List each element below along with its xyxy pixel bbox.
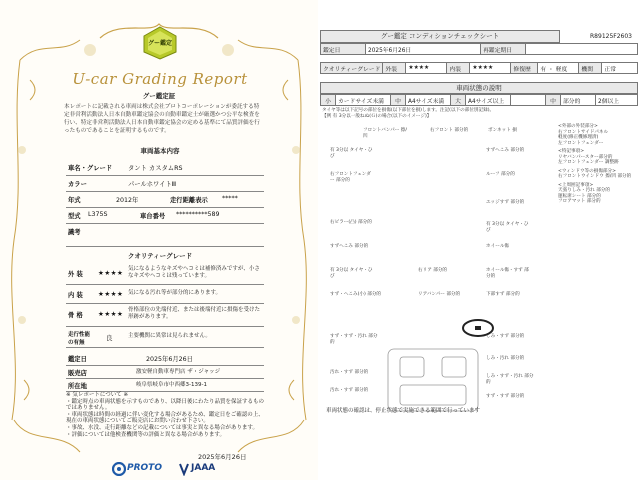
quality-text: 主要機関に異常は見られません。 [128, 333, 211, 339]
date-table [320, 43, 638, 55]
damage-note: すずへこみ 部分的 [486, 148, 525, 153]
dealer-label: 販売店 [68, 370, 87, 377]
grade-engine-label: 機関 [579, 63, 602, 74]
row-value: 2012年 [116, 197, 139, 204]
row-color [66, 176, 264, 192]
section-vehicle: 車両基本内容 [140, 147, 180, 155]
grade-label: クオリティーグレード [321, 63, 383, 74]
damage-note: 右フロントフェンダー 部分的 [330, 172, 371, 183]
summary-item: リヤバンパースター部分的 [558, 154, 613, 160]
date-label: 鑑定日 [321, 44, 366, 55]
summary-item: 右フロントサイドパネル [558, 129, 609, 135]
jaaa-logo-text: JAAA [191, 463, 216, 473]
summary-title: <外部の外装部分> [558, 124, 598, 129]
summary-item: 右フロントウインドウ 擦/凹 部分的 [558, 174, 632, 179]
period-value [526, 44, 638, 55]
vehicle-table [66, 160, 264, 247]
quality-row-engine [66, 327, 264, 348]
remarks-block [66, 392, 266, 438]
grade-engine-value: 正常 [602, 63, 638, 74]
row-year [66, 192, 264, 208]
damage-note: フロントバンパー 擦/凹 [363, 128, 407, 139]
chassis-label: 車台番号 [140, 213, 166, 220]
report-id: R89125F2603 [590, 33, 632, 40]
size-partial-value: 部分的 [561, 95, 596, 106]
remark-item: ・車両状態は時間の経過に伴い変化する場合があるため、鑑定日をご確認の上、現在の車両状態についてご販売店にお問い合わせ下さい。 [66, 411, 264, 425]
dealer-name: 激安軽自動車専門店 ザ・ジャッジ [136, 369, 221, 375]
size-large-label: 大 [451, 95, 466, 106]
remark-item: ・鑑定時点の車両状態を示すものであり、以降日後にわたり品質を保証するものではありません。 [66, 398, 265, 412]
quality-text: 気になるようなキズやヘコミは補修済みですが、小さなキズやヘコミは残っています。 [128, 266, 260, 279]
remarks-title: ※ 気レポートについて ※ [66, 392, 129, 398]
quality-row-frame [66, 304, 264, 327]
grade-table [320, 62, 638, 74]
grade-ext-value: ★★★★ [406, 63, 447, 74]
proto-logo-text: PROTO [127, 463, 162, 473]
size-small-value: カードサイズ未満 [336, 95, 391, 106]
damage-note: 下部すず 部分的 [486, 292, 520, 297]
quality-row-interior [66, 285, 264, 304]
date-value: 2025年6月26日 [366, 44, 481, 55]
damage-note: すずへこみ 部分的 [330, 244, 369, 249]
state-header: 車両状態の説明 [320, 82, 638, 94]
interior-note: しみ・汚れ 部分的 [486, 356, 525, 361]
goo-badge [143, 26, 177, 60]
row-label: 車名・グレード [68, 165, 113, 172]
interior-note: 汚れ・すず 部分的 [330, 370, 369, 375]
size-note: タイヤ等は以下記号の部位を損傷(以下部位を損)します。注記(以下の部位別記録)。 [322, 108, 495, 113]
summary-item: 左フロントフェンダー [558, 140, 604, 146]
interior-note: 汚れ・すず 部分的 [330, 388, 369, 393]
interior-note: しみ・すず 部分的 [486, 334, 525, 339]
grade-repair-value: 有 ・ 軽度 [538, 63, 579, 74]
chassis-value: **********589 [176, 211, 220, 218]
quality-stars: ★★★★ [98, 269, 124, 277]
size-mid-value: A4サイズ未満 [406, 95, 451, 106]
quality-label: 走行性能の有無 [68, 332, 91, 346]
proto-logo [112, 462, 172, 476]
row-model [66, 160, 264, 176]
sheet-title: グー鑑定 コンディションチェックシート [320, 30, 560, 43]
size-blank [511, 95, 546, 106]
summary-item: 天張りしみ・汚れ 部分的 [558, 188, 610, 193]
grade-int-value: ★★★★ [470, 63, 511, 74]
script-title: U-car Grading Report [72, 70, 248, 88]
grade-int-label: 内装 [447, 63, 470, 74]
summary-item: 運転席シート 部分的 [558, 193, 601, 199]
quality-label: 外 装 [68, 271, 83, 278]
row-label: 年式 [68, 197, 81, 204]
summary-item: <上周囲記事項> [558, 182, 594, 188]
grade-repair-label: 修復歴 [511, 63, 538, 74]
damage-note: 有 3分以 タイヤ・ひび [486, 222, 529, 233]
damage-note: エッジすず 部分的 [486, 200, 525, 205]
certificate-label: グー鑑定証 [142, 92, 176, 100]
row-label: 型式 [68, 213, 81, 220]
badge-text: グー鑑定 [147, 40, 172, 47]
appraisal-date-label: 鑑定日 [68, 356, 87, 363]
quality-stars: 良 [106, 334, 113, 342]
damage-note: 右ピラー(凸) 部分的 [330, 220, 372, 225]
section-quality: クオリティーグレード [127, 252, 193, 260]
damage-note: リアバンパー 部分的 [418, 292, 461, 297]
interior-note: すず・すず・汚れ 部分的 [330, 334, 378, 345]
row-value: パールホワイトⅢ [128, 181, 177, 188]
size-note-example: 【例 有 3分以一般ねぬ(Ｇ)の場合(以下のイメージ)】 [322, 114, 432, 119]
mileage-label: 走行距離表示 [170, 197, 208, 204]
appraisal-date: 2025年6月26日 [146, 356, 193, 363]
quality-text: 骨格部位の先端付近、または後端付近に損傷を受けた形跡があります。 [128, 307, 261, 320]
quality-label: 内 装 [68, 292, 83, 299]
size-mid-label: 中 [391, 95, 406, 106]
quality-row-exterior [66, 264, 264, 285]
row-value: タント カスタムRS [128, 165, 183, 172]
summary-item: <特記事項> [558, 149, 585, 154]
footer-note: 車両状態の確認は、停止状態で実施できる範囲で行っています [326, 408, 481, 414]
damage-note: すず・へこみ(小) 部分的 [330, 292, 382, 297]
size-small-label: 小 [321, 95, 336, 106]
size-multi-value: 2個以上 [596, 95, 638, 106]
appraisal-info [66, 352, 264, 392]
row-label: カラー [68, 181, 87, 188]
interior-notes [326, 330, 556, 420]
damage-note: ルーフ 部分的 [486, 172, 515, 177]
remark-item: ・事故、水没、走行距離などの記載については事実と異なる場合があります。 [66, 424, 258, 431]
quality-label: 骨 格 [68, 312, 83, 319]
size-legend [320, 94, 638, 106]
damage-note: 有 3分以 タイヤ・ひび [330, 148, 373, 159]
summary-item: 左フロントフェンダー 調整跡 [558, 160, 619, 165]
row-model-code [66, 208, 264, 224]
interior-note: すず・すず 部分的 [486, 394, 525, 399]
quality-table [66, 264, 264, 348]
quality-stars: ★★★★ [98, 310, 124, 318]
quality-stars: ★★★★ [98, 290, 124, 298]
row-remarks [66, 224, 264, 247]
summary-item: <ウィンドウ等の損傷部分> [558, 168, 616, 174]
quality-text: 気になる汚れ等が部分的にあります。 [128, 290, 222, 296]
condition-check-sheet [318, 0, 640, 480]
jaaa-logo [178, 462, 228, 476]
grade-ext-label: 外装 [383, 63, 406, 74]
footer-date: 2025年6月26日 [198, 453, 247, 461]
damage-note: ボンネット 損 [488, 128, 517, 133]
summary-item: 軽度(修正機修理済) [558, 135, 599, 140]
damage-note: ホイール傷 [486, 244, 509, 249]
remark-item: ・評価については他検査機関等の評価と異なる場合があります。 [66, 431, 225, 438]
grading-certificate [0, 0, 318, 480]
row-label: 識考 [68, 229, 81, 236]
size-large-value: A4サイズ以上 [466, 95, 511, 106]
address: 岐阜県岐阜市中西郷3-139-1 [136, 382, 207, 388]
summary-notes [558, 124, 636, 205]
damage-note: 右フロント 部分的 [430, 128, 469, 133]
intro-text: 本レポートに記載される車両は株式会社プロトコーポレーションが委託する特定非営利活動法人日本自動車鑑定協会の自動車鑑定士が厳選かつ公平な検査を行い、特定非営利活動法人日本自動車鑑定協会の定める基準にて品質評価を行ったものであることを証明するものです。 [64, 104, 260, 135]
row-value: L375S [88, 211, 108, 218]
damage-note: 有 3分以 タイヤ・ひび [330, 268, 373, 279]
summary-item: フロアマット 部分的 [558, 199, 601, 204]
address-label: 所在地 [68, 383, 87, 390]
interior-note: しみ・すず・汚れ 部分的 [486, 374, 534, 385]
damage-note: ホイール傷・すず 部分的 [486, 268, 529, 279]
mileage-value: ***** [222, 195, 238, 202]
period-label: 再鑑定期日 [481, 44, 526, 55]
size-partial-label: 中 [546, 95, 561, 106]
damage-note: 右リア 部分的 [418, 268, 448, 273]
